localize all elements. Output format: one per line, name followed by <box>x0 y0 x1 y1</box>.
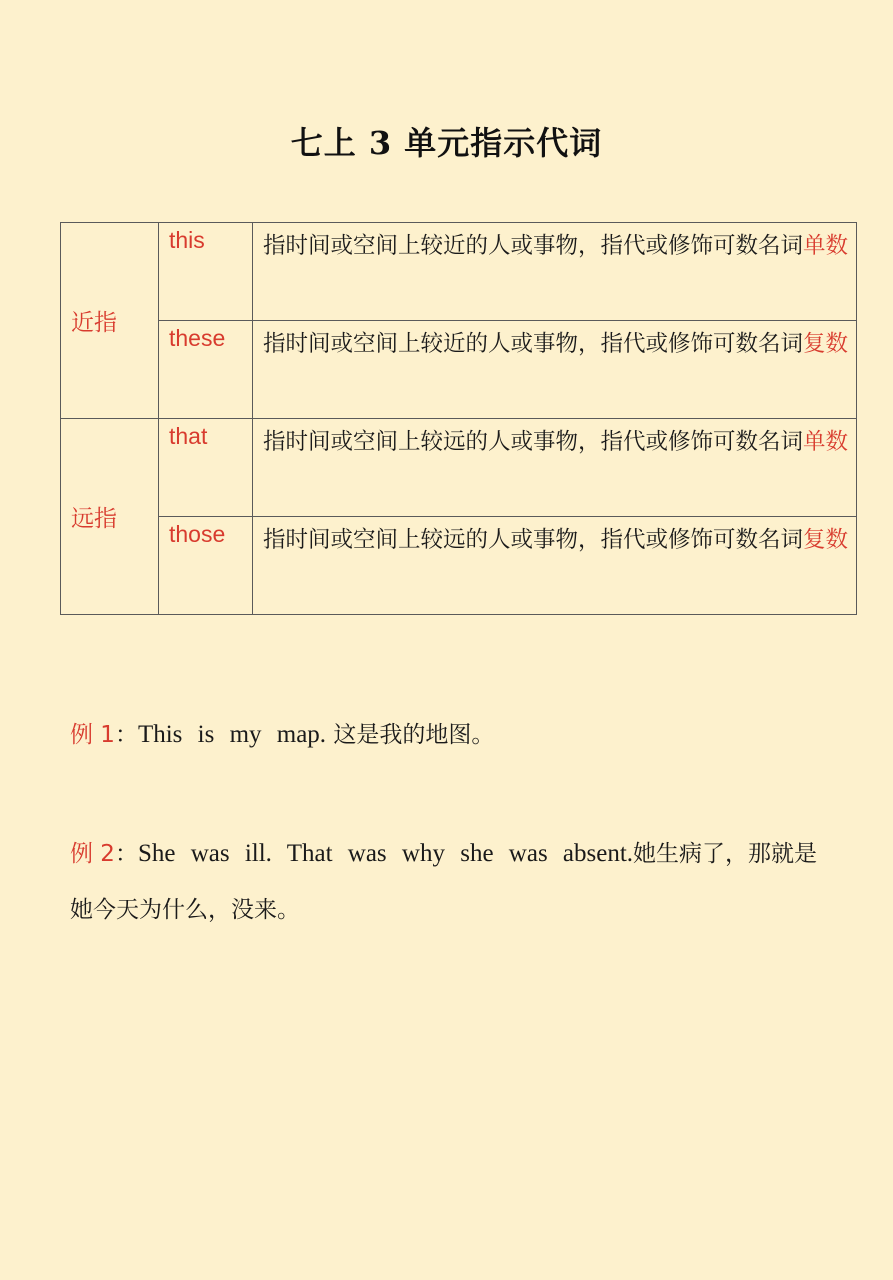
demonstrative-pronoun-table <box>60 222 857 615</box>
description-text: 指时间或空间上较远的人或事物，指代或修饰可数名词 <box>263 429 804 455</box>
description-cell <box>253 223 857 321</box>
description-text: 指时间或空间上较近的人或事物，指代或修饰可数名词 <box>263 331 804 357</box>
description-cell <box>253 321 857 419</box>
description-cell <box>253 419 857 517</box>
word-that: that <box>159 419 253 517</box>
number-highlight: 复数 <box>803 527 849 553</box>
example-colon: ： <box>114 722 138 748</box>
example-colon: ： <box>114 841 138 867</box>
example-2 <box>70 826 830 938</box>
category-near: 近指 <box>61 223 159 419</box>
number-highlight: 单数 <box>803 233 849 259</box>
page-title: 七上 3 单元指示代词 <box>290 124 603 162</box>
table-row <box>61 419 857 517</box>
example-1 <box>70 716 830 749</box>
table-row <box>61 517 857 615</box>
category-far: 远指 <box>61 419 159 615</box>
table-row <box>61 223 857 321</box>
word-those: those <box>159 517 253 615</box>
word-these: these <box>159 321 253 419</box>
number-highlight: 单数 <box>803 429 849 455</box>
description-text: 指时间或空间上较远的人或事物，指代或修饰可数名词 <box>263 527 804 553</box>
example-chinese: 她生病了，那就是她今天为什么，没来。 <box>70 841 818 923</box>
table-row <box>61 321 857 419</box>
example-chinese: 这是我的地图。 <box>333 722 495 748</box>
example-label: 例 1 <box>70 722 115 748</box>
description-text: 指时间或空间上较近的人或事物，指代或修饰可数名词 <box>263 233 804 259</box>
example-english: She was ill. That was why she was absent. <box>137 840 634 867</box>
word-this: this <box>159 223 253 321</box>
example-label: 例 2 <box>70 841 115 867</box>
example-english: This is my map. <box>137 721 327 748</box>
number-highlight: 复数 <box>803 331 849 357</box>
description-cell <box>253 517 857 615</box>
